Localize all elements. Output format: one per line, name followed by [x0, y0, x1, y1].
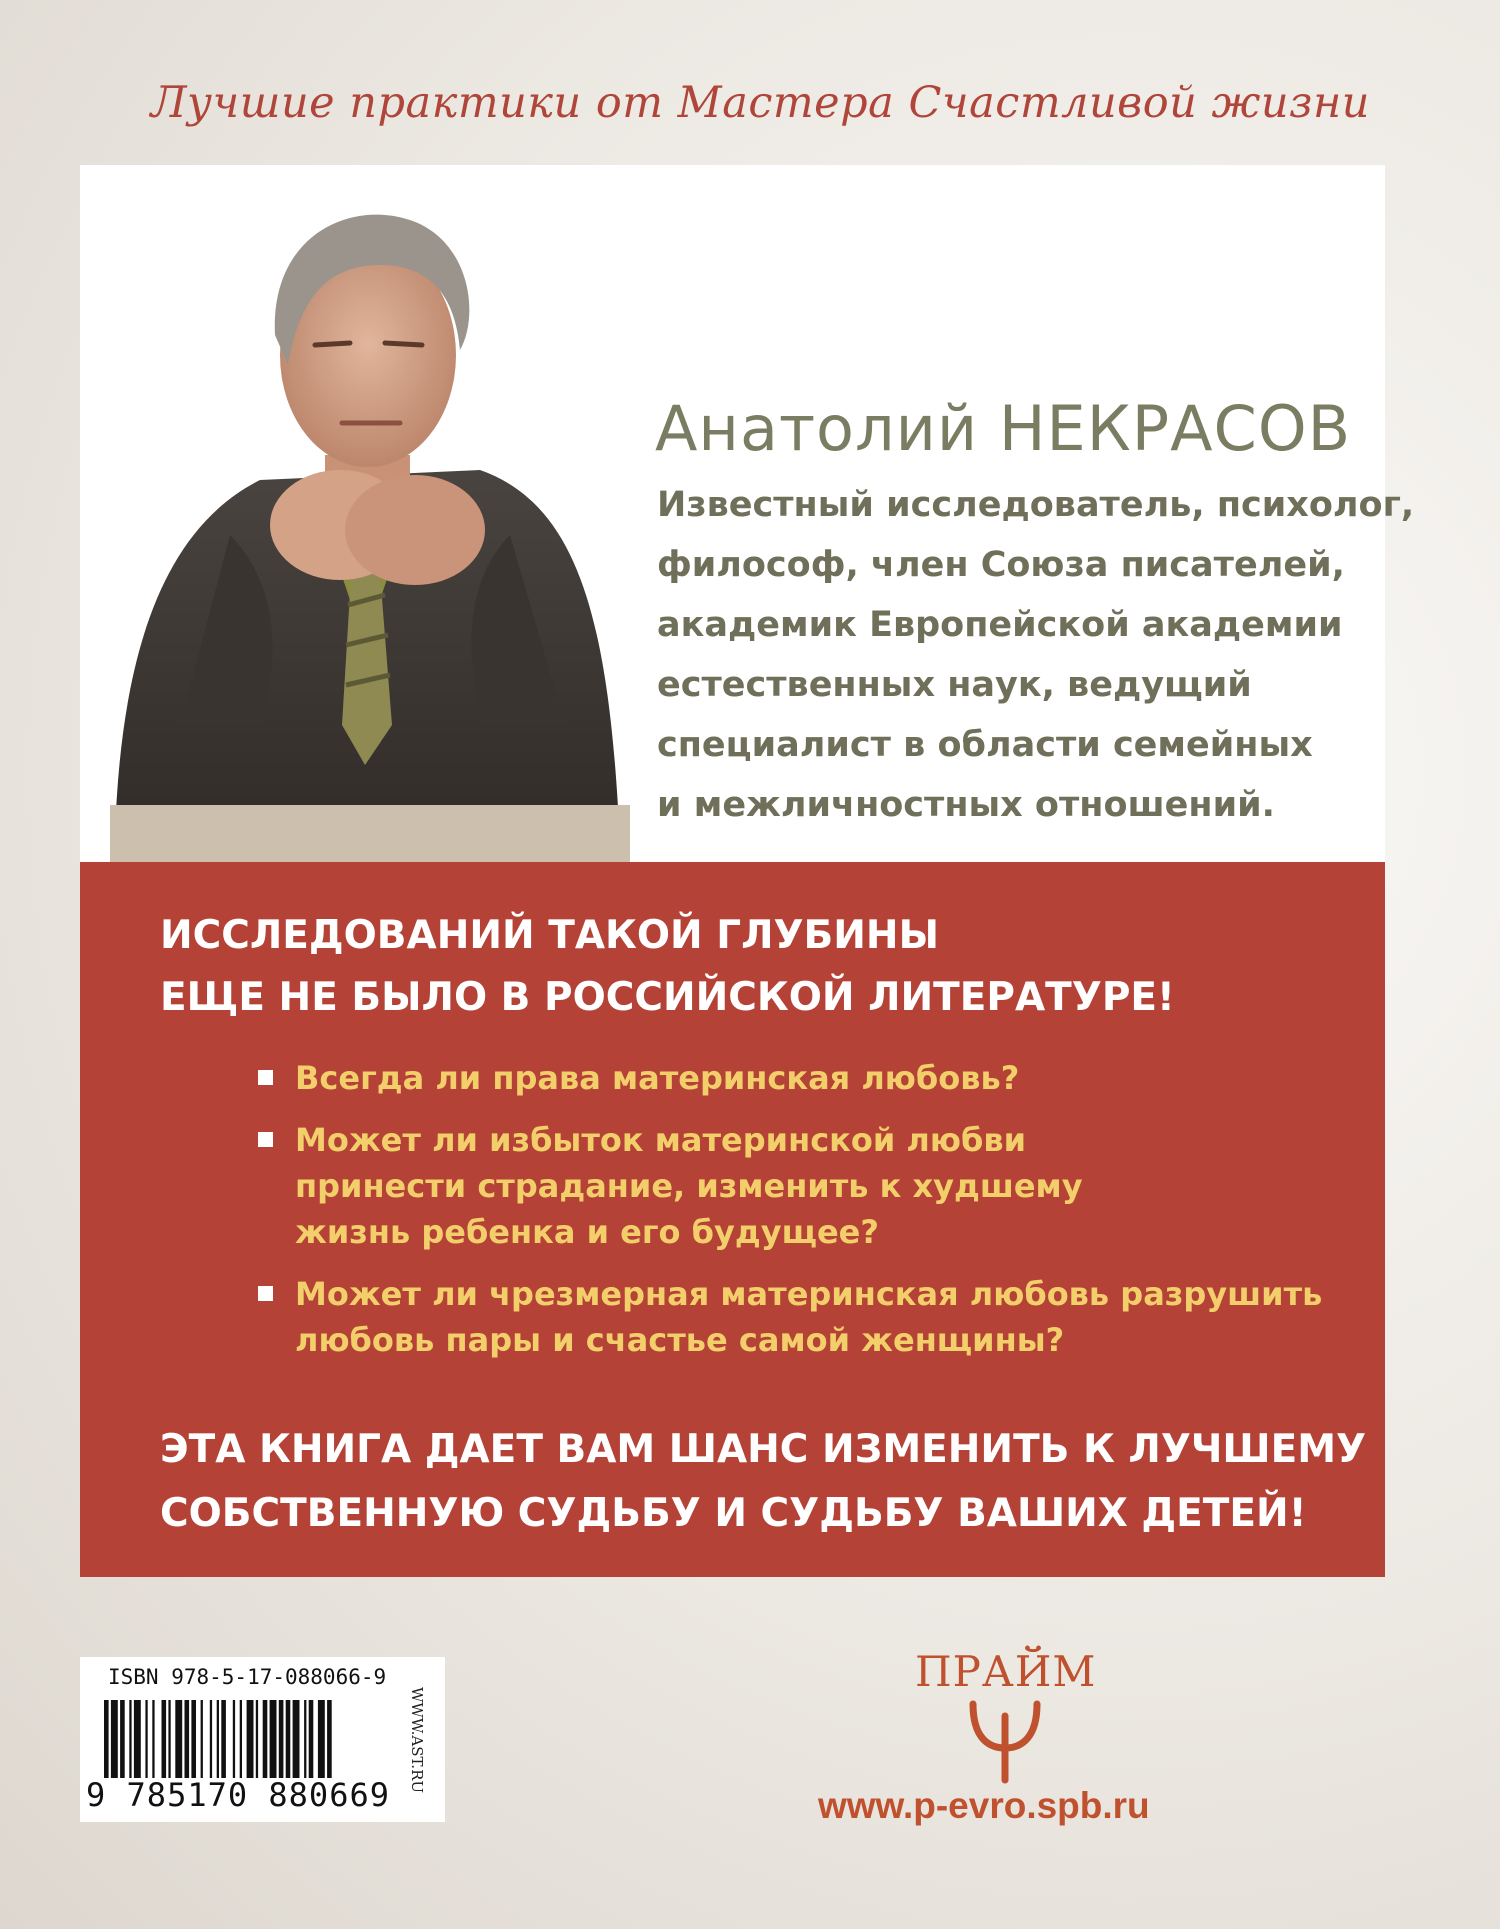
publisher-logo	[915, 1647, 1095, 1786]
author-bio	[657, 475, 1415, 835]
question-line: Может ли избыток материнской любви	[295, 1121, 1026, 1159]
headline-line: ИССЛЕДОВАНИЙ ТАКОЙ ГЛУБИНЫ	[160, 913, 939, 958]
author-bio-line: специалист в области семейных	[657, 725, 1313, 765]
question-line: Может ли чрезмерная материнская любовь разрушить	[295, 1275, 1323, 1313]
ast-site	[392, 1660, 442, 1820]
closing-statement	[160, 1418, 1366, 1546]
closing-line: СОБСТВЕННУЮ СУДЬБУ И СУДЬБУ ВАШИХ ДЕТЕЙ!	[160, 1491, 1307, 1536]
square-bullet-icon	[258, 1132, 273, 1147]
question-item	[258, 1055, 1322, 1101]
question-list	[258, 1055, 1322, 1379]
author-bio-line: Известный исследователь, психолог,	[657, 485, 1415, 525]
question-item	[258, 1117, 1322, 1255]
author-bio-line: философ, член Союза писателей,	[657, 545, 1345, 585]
question-item	[258, 1271, 1322, 1363]
author-bio-line: и межличностных отношений.	[657, 785, 1275, 825]
barcode-bars	[104, 1700, 394, 1778]
ast-site-text: WWW.AST.RU	[408, 1686, 427, 1794]
square-bullet-icon	[258, 1070, 273, 1085]
author-photo	[110, 205, 630, 865]
question-line: жизнь ребенка и его будущее?	[295, 1213, 879, 1251]
author-bio-line: академик Европейской академии	[657, 605, 1343, 645]
author-bio-line: естественных наук, ведущий	[657, 665, 1252, 705]
closing-line: ЭТА КНИГА ДАЕТ ВАМ ШАНС ИЗМЕНИТЬ К ЛУЧШЕМУ	[160, 1427, 1367, 1472]
isbn-text: ISBN 978-5-17-088066-9	[108, 1665, 387, 1689]
barcode-digits: 9 785170 880669	[86, 1776, 390, 1814]
headline-line: ЕЩЕ НЕ БЫЛО В РОССИЙСКОЙ ЛИТЕРАТУРЕ!	[160, 975, 1175, 1020]
headline	[160, 905, 1175, 1029]
publisher-url[interactable]: www.p-evro.spb.ru	[818, 1785, 1150, 1826]
question-line: Всегда ли права материнская любовь?	[295, 1059, 1020, 1097]
publisher-name: ПРАЙМ	[915, 1647, 1097, 1696]
square-bullet-icon	[258, 1286, 273, 1301]
author-name: Анатолий НЕКРАСОВ	[655, 392, 1352, 465]
psi-logo-icon	[965, 1696, 1045, 1786]
question-line: любовь пары и счастье самой женщины?	[295, 1321, 1065, 1359]
question-line: принести страдание, изменить к худшему	[295, 1167, 1083, 1205]
series-title: Лучшие практики от Мастера Счастливой жизни	[150, 78, 1370, 128]
